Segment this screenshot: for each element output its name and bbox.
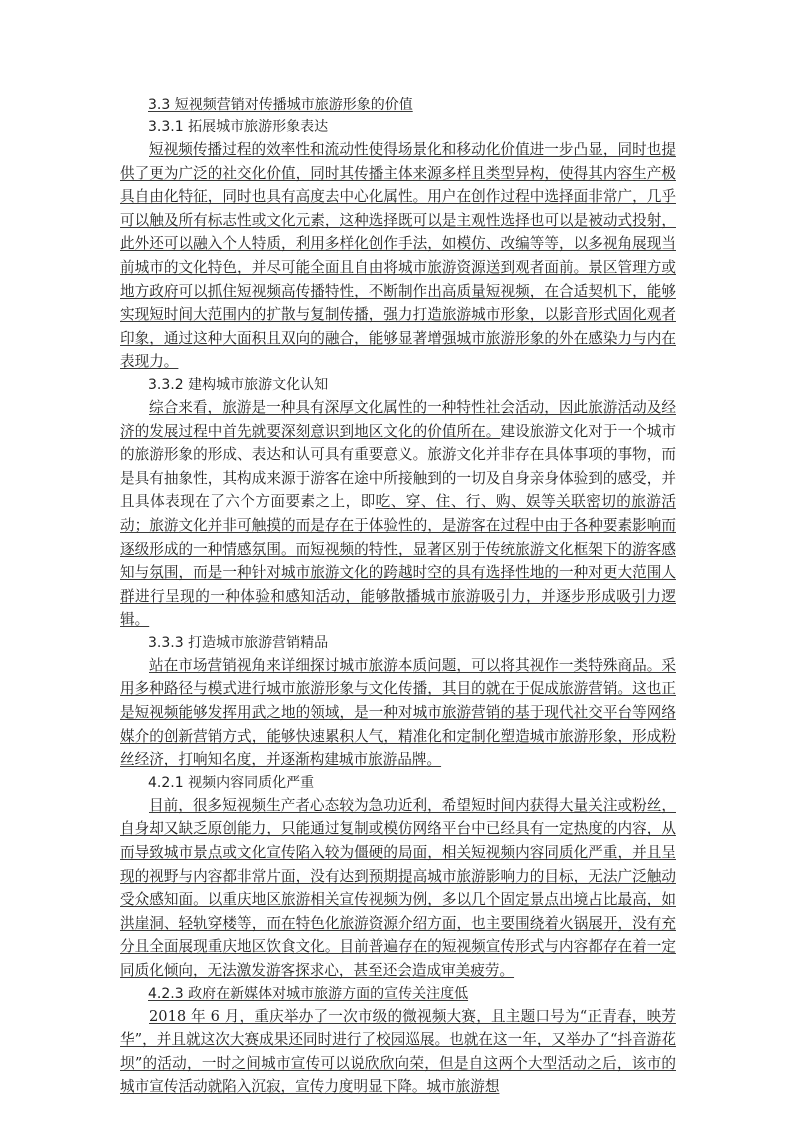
section-heading-3-3-2: 3.3.2 建构城市旅游文化认知 [148,376,329,393]
paragraph-3-3-2-underlined: 吃、穿、住、行、购、娱等关联密切的旅游活动；旅游文化并非可触摸的而是存在于体验性的，是游客在过程中由于各种要素影响而逐级形成的一种情感氛围。而短视频的特性，显著区别于传统旅游文化框架下的游客感知与氛围，而是一种针对城市旅游文化的跨越时空的具有选择性地的一种对更大范围人群进行呈现的一种体验和感知活动，能够散播城市旅游吸引力，并逐步形成吸引力逻辑。 [120,493,676,629]
document-page [120,94,676,1099]
paragraph-3-3-3 [120,654,676,772]
section-heading-4-2-1: 4.2.1 视频内容同质化严重 [148,774,315,791]
paragraph-4-2-3 [120,1005,676,1099]
paragraph-4-2-1 [120,794,676,983]
section-heading-4-2-3: 4.2.3 政府在新媒体对城市旅游方面的宣传关注度低 [148,985,469,1002]
paragraph-3-3-1 [120,138,676,374]
paragraph-3-3-2-plain: 建设旅游文化对于一个城市的旅游形象的形成、表达和认可具有重要意义。旅游文化并非存在具体事项的事物，而是具有抽象性，其构成来源于游客在途中所接触到的一切及自身亲身体验到的感受，并且具体表现在了六个方面要素之上，即 [120,422,676,511]
paragraph-3-3-2 [120,396,676,632]
section-heading-3-3-1: 3.3.1 拓展城市旅游形象表达 [148,119,329,135]
paragraph-3-3-2-underlined-lead: 综合来看，旅游是一种具有深厚文化属性的一种特性社会活动，因此旅游活动及经济的发展过程中首先就要深刻意识到地区文化的价值所在。 [120,398,676,440]
paragraph-4-2-3-underlined: 2018 年 6 月，重庆举办了一次市级的微视频大赛，且主题口号为“正青春，映芳华”，并且就这次大赛成果还同时进行了校园巡展。也就在这一年，又举办了“抖音游花坝”的活动，一时之间城市宣传可以说欣欣向荣，但是自这两个大型活动之后，该市的城市宣传活动就陷入沉寂，宣传力度明显下降。城市旅游想 [120,1007,676,1096]
section-heading-3-3-3: 3.3.3 打造城市旅游营销精品 [148,634,329,651]
paragraph-3-3-1-underlined: 短视频传播过程的效率性和流动性使得场景化和移动化价值进一步凸显，同时也提供了更为广泛的社交化价值，同时其传播主体来源多样且类型异构，使得其内容生产极具自由化特征，同时也具有高度去中心化属性。用户在创作过程中选择面非常广，几乎可以触及所有标志性或文化元素，这种选择既可以是主观性选择也可以是被动式投射，此外还可以融入个人特质，利用多样化创作手法，如模仿、改编等等，以多视角展现当前城市的文化特色，并尽可能全面且自由将城市旅游资源送到观者面前。景区管理方或地方政府可以抓住短视频高传播特性，不断制作出高质量短视频，在合适契机下，能够实现短时间大范围内的扩散与复制传播，强力打造旅游城市形象，以影音形式固化观者印象，通过这种大面积且双向的融合，能够显著增强城市旅游形象的外在感染力与内在表现力。 [120,141,676,371]
section-heading-3-3: 3.3 短视频营销对传播城市旅游形象的价值 [148,97,413,113]
paragraph-4-2-1-underlined: 目前，很多短视频生产者心态较为急功近利，希望短时间内获得大量关注或粉丝，自身却又缺乏原创能力，只能通过复制或模仿网络平台中已经具有一定热度的内容，从而导致城市景点或文化宣传陷入较为僵硬的局面，相关短视频内容同质化严重，并且呈现的视野与内容都非常片面，没有达到预期提高城市旅游影响力的目标，无法广泛触动受众感知面。以重庆地区旅游相关宣传视频为例，多以几个固定景点出境占比最高，如洪崖洞、轻轨穿楼等，而在特色化旅游资源介绍方面，也主要围绕着火锅展开，没有充分且全面展现重庆地区饮食文化。目前普遍存在的短视频宣传形式与内容都存在着一定同质化倾向，无法激发游客探求心，甚至还会造成审美疲劳。 [120,796,676,979]
paragraph-3-3-3-underlined: 站在市场营销视角来详细探讨城市旅游本质问题，可以将其视作一类特殊商品。采用多种路径与模式进行城市旅游形象与文化传播，其目的就在于促成旅游营销。这也正是短视频能够发挥用武之地的领域，是一种对城市旅游营销的基于现代社交平台等网络媒介的创新营销方式，能够快速累积人气，精准化和定制化塑造城市旅游形象，形成粉丝经济，打响知名度，并逐渐构建城市旅游品牌。 [120,656,676,769]
